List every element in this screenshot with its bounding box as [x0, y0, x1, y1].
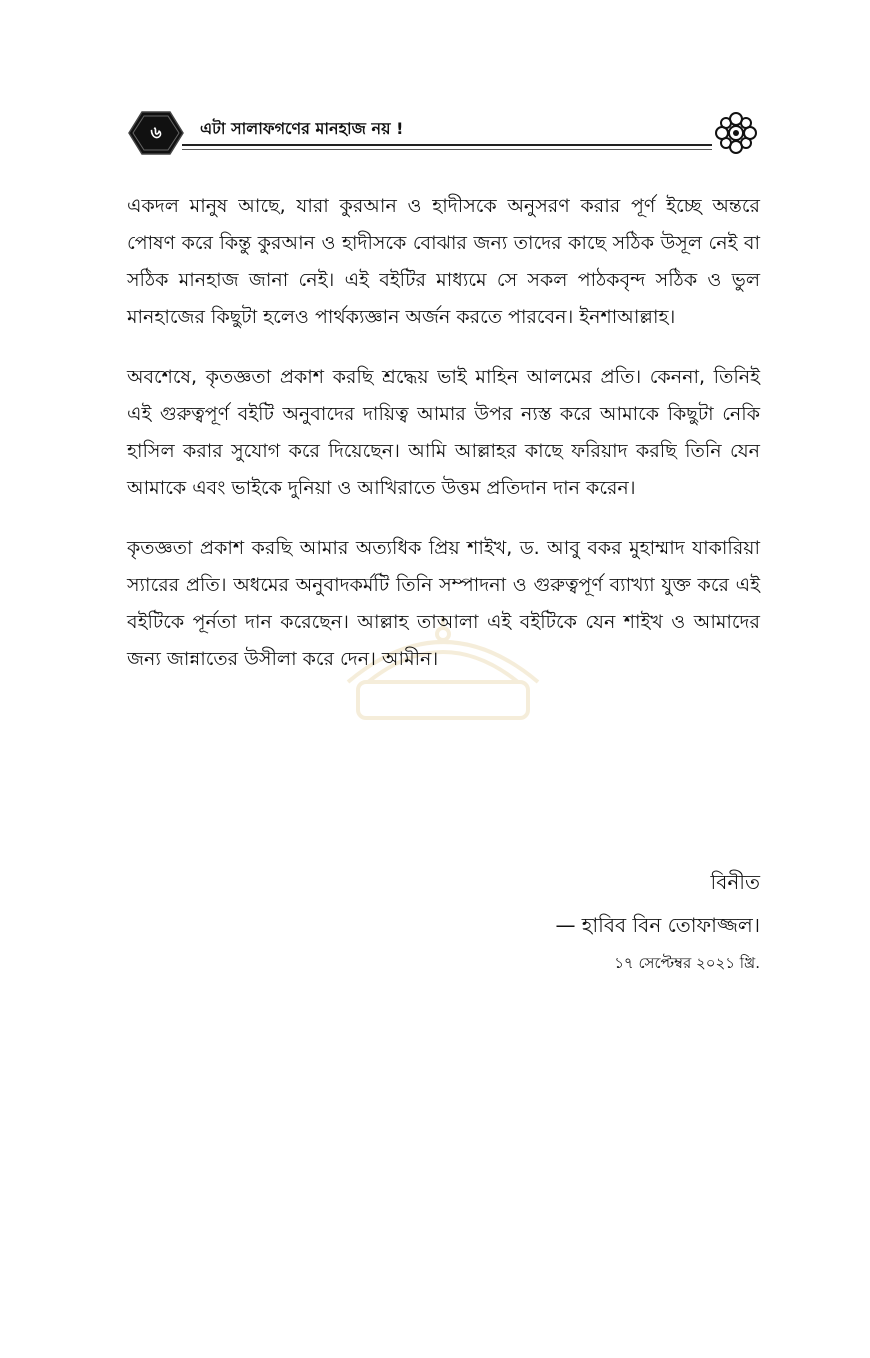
floral-ornament-icon: [712, 109, 760, 157]
page-header: [128, 106, 760, 160]
signature-date: ১৭ সেপ্টেম্বর ২০২১ খ্রি.: [614, 954, 760, 972]
header-rule-thin: [182, 149, 712, 150]
signature-name: — হাবিব বিন তোফাজ্জল।: [555, 913, 760, 937]
signature-block: [555, 862, 760, 978]
signature-closing: বিনীত: [710, 870, 760, 894]
page-number: ৬: [150, 123, 162, 143]
paragraph-intro: একদল মানুষ আছে, যারা কুরআন ও হাদীসকে অনুসরণ করার পূর্ণ ইচ্ছে অন্তরে পোষণ করে কিন্তু কুরআন ও হাদীসকে বোঝার জন্য তাদের কাছে সঠিক উসূল নেই বা সঠিক মানহাজ জানা নেই। এই বইটির মাধ্যমে সে সকল পাঠকবৃন্দ সঠিক ও ভুল মানহাজের কিছুটা হলেও পার্থক্যজ্ঞান অর্জন করতে পারবেন। ইনশাআল্লাহ।: [127, 195, 760, 328]
running-title: এটা সালাফগণের মানহাজ নয় !: [200, 119, 404, 138]
page-body: [127, 188, 760, 701]
paragraph-acknowledgement-2: কৃতজ্ঞতা প্রকাশ করছি আমার অত্যধিক প্রিয় শাইখ, ড. আবু বকর মুহাম্মাদ যাকারিয়া স্যারের প্রতি। অধমের অনুবাদকর্মটি তিনি সম্পাদনা ও গুরুত্বপূর্ণ ব্যাখ্যা যুক্ত করে এই বইটিকে পূর্নতা দান করেছেন। আল্লাহ তাআলা এই বইটিকে যেন শাইখ ও আমাদের জন্য জান্নাতের উসীলা করে দেন। আমীন।: [127, 537, 760, 670]
paragraph-acknowledgement-1: অবশেষে, কৃতজ্ঞতা প্রকাশ করছি শ্রদ্ধেয় ভাই মাহিন আলমের প্রতি। কেননা, তিনিই এই গুরুত্বপূর্ণ বইটি অনুবাদের দায়িত্ব আমার উপর ন্যস্ত করে আমাকে কিছুটা নেকি হাসিল করার সুযোগ করে দিয়েছেন। আমি আল্লাহর কাছে ফরিয়াদ করছি তিনি যেন আমাকে এবং ভাইকে দুনিয়া ও আখিরাতে উত্তম প্রতিদান দান করেন।: [127, 366, 760, 499]
header-rule: [182, 144, 712, 146]
